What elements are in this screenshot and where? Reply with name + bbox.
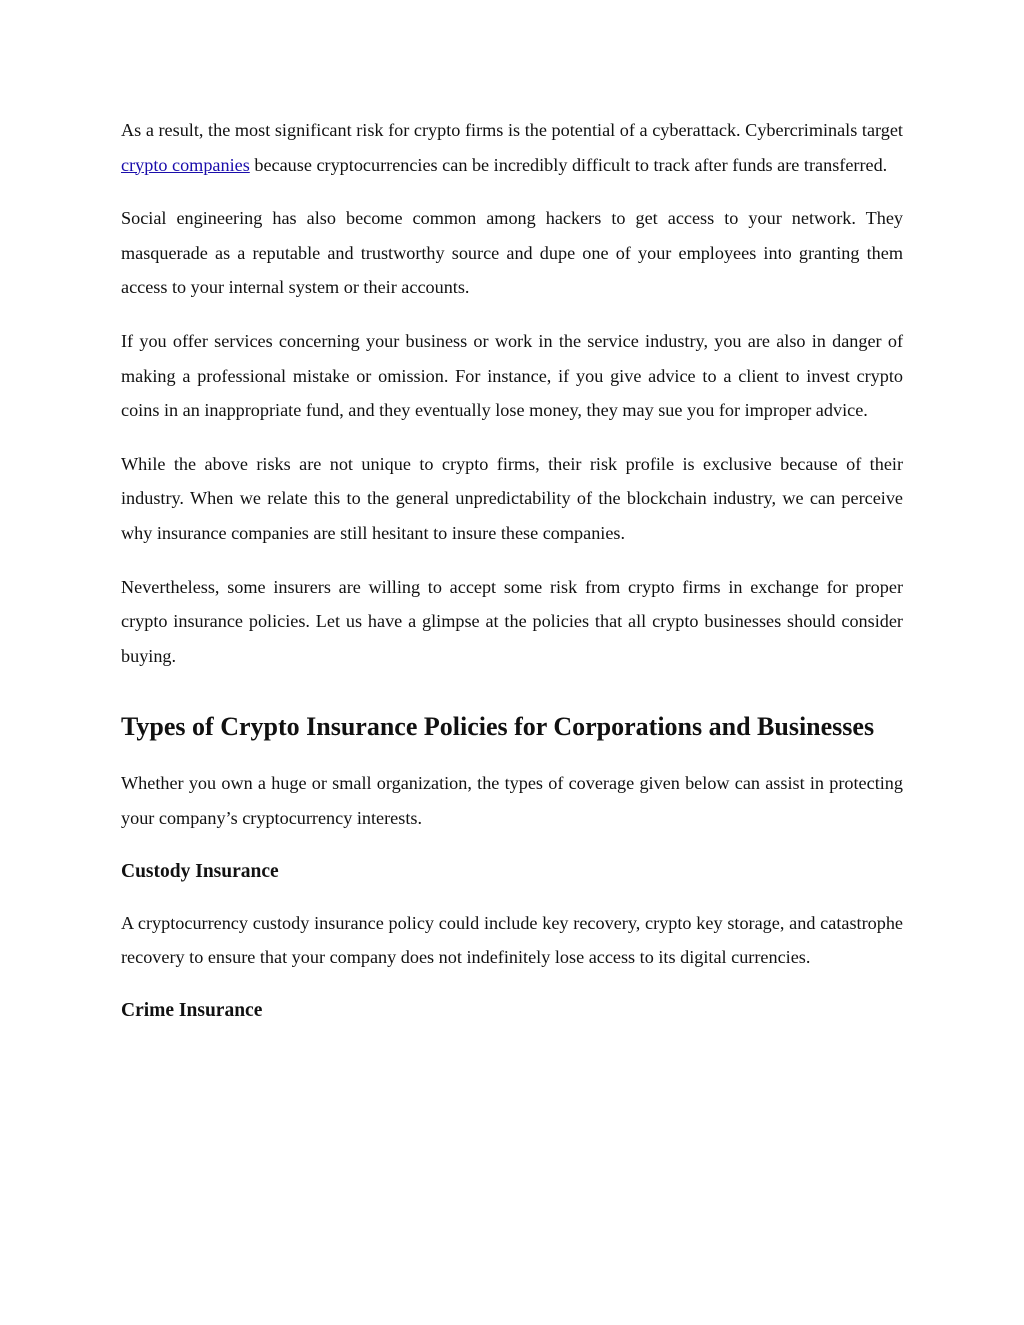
paragraph-text: As a result, the most significant risk for crypto firms is the potential of a cyberattack. Cybercriminals target — [121, 120, 903, 140]
paragraph-risk-profile: While the above risks are not unique to crypto firms, their risk profile is exclusive because of their industry. When we relate this to the general unpredictability of the blockchain industry, we can perceive why insurance companies are still hesitant to insure these companies. — [121, 453, 903, 543]
subheading-crime-insurance: Crime Insurance — [121, 999, 263, 1021]
paragraph-text: because cryptocurrencies can be incredibly difficult to track after funds are transferred. — [249, 154, 888, 175]
paragraph-insurers-willing: Nevertheless, some insurers are willing to accept some risk from crypto firms in exchange for proper crypto insurance policies. Let us have a glimpse at the policies that all crypto businesses should consider buying. — [121, 576, 903, 666]
paragraph-custody-insurance: A cryptocurrency custody insurance policy could include key recovery, crypto key storage, and catastrophe recovery to ensure that your company does not indefinitely lose access to its digital currencies. — [121, 912, 903, 968]
subheading-custody-insurance: Custody Insurance — [121, 860, 279, 882]
document-page — [121, 113, 903, 1045]
paragraph-cyberattack-risk — [121, 113, 903, 182]
paragraph-professional-mistake: If you offer services concerning your business or work in the service industry, you are also in danger of making a professional mistake or omission. For instance, if you give advice to a client to invest crypto coins in an inappropriate fund, and they eventually lose money, they may sue you for improper advice. — [121, 330, 903, 421]
crypto-companies-link[interactable]: crypto companies — [121, 154, 250, 175]
paragraph-coverage-intro: Whether you own a huge or small organization, the types of coverage given below can assist in protecting your company’s cryptocurrency interests. — [121, 773, 903, 828]
paragraph-social-engineering: Social engineering has also become common among hackers to get access to your network. They masquerade as a reputable and trustworthy source and dupe one of your employees into granting them access to your internal system or their accounts. — [121, 208, 903, 298]
section-heading-policy-types: Types of Crypto Insurance Policies for Corporations and Businesses — [121, 712, 875, 742]
